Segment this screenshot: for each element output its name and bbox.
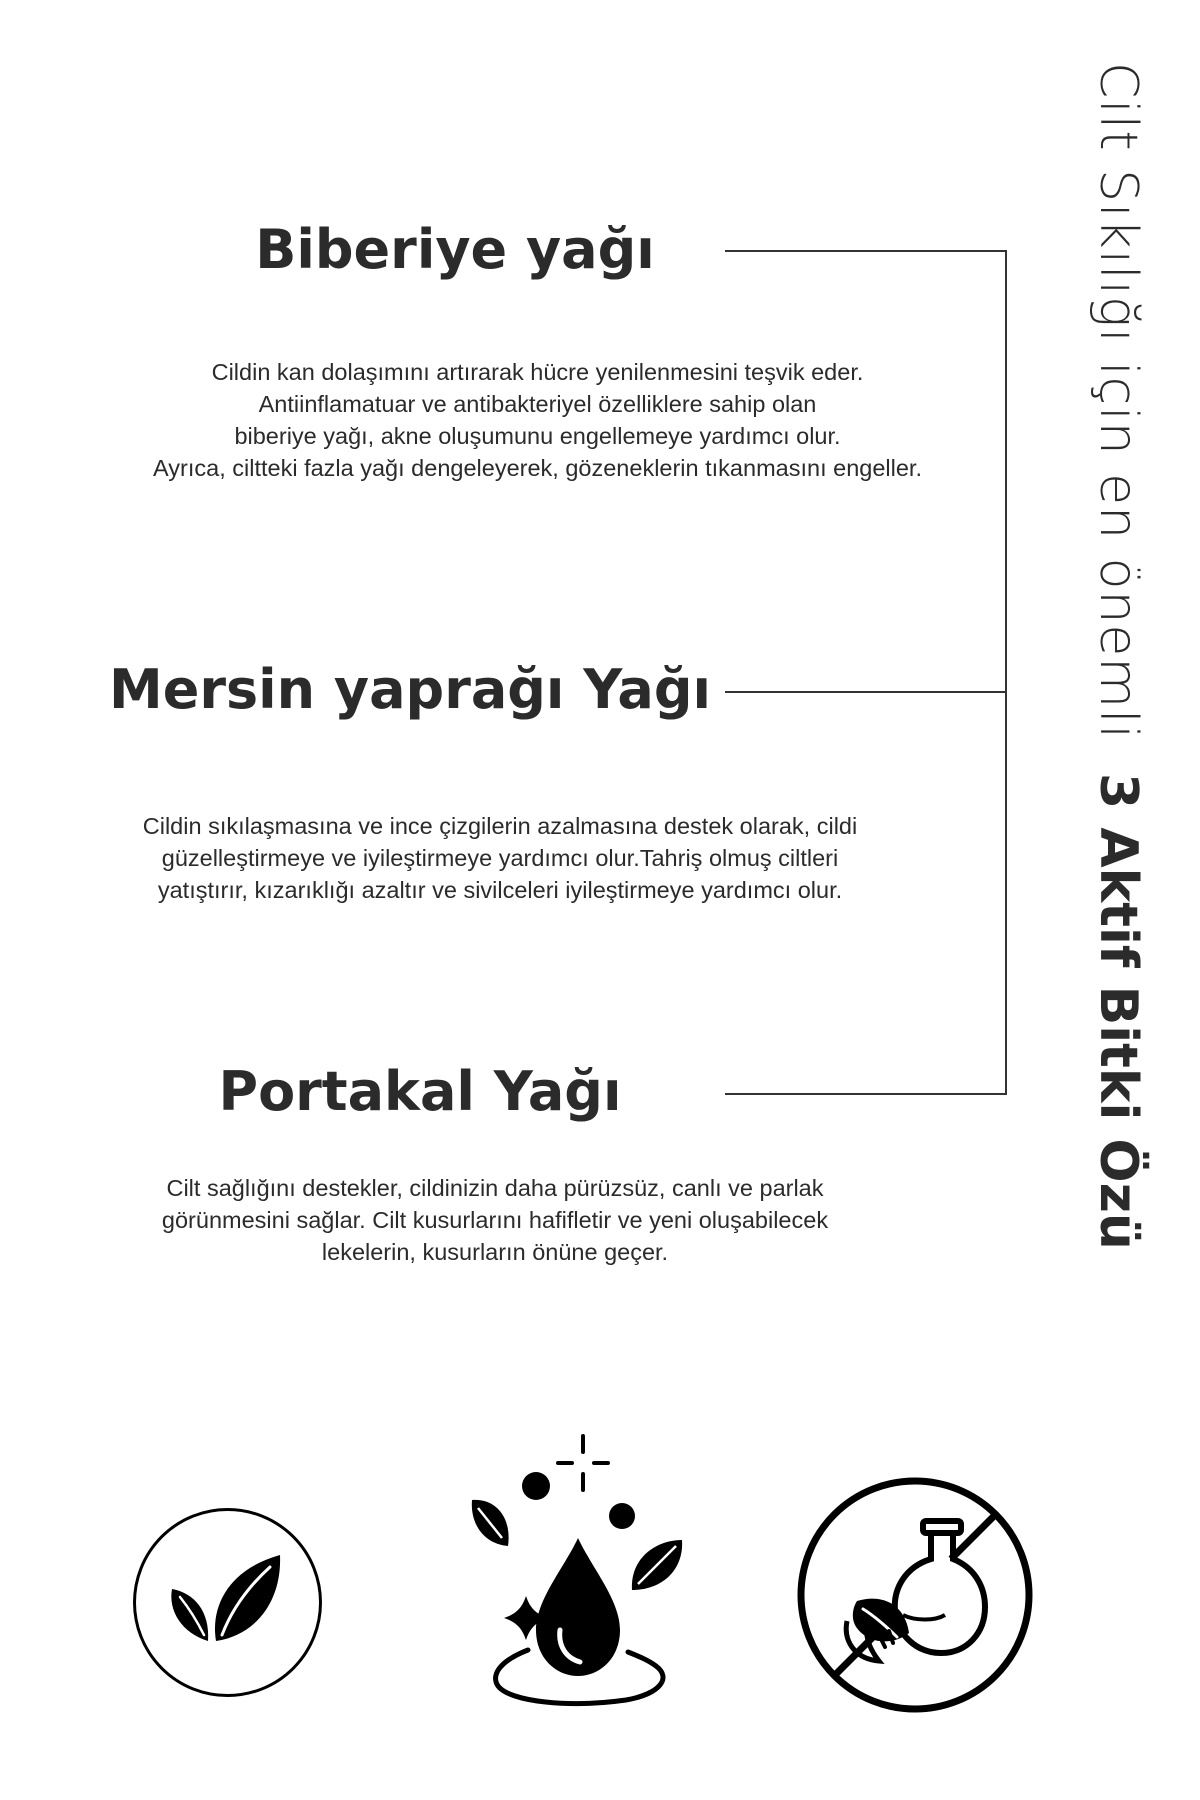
glowing-drop-icon bbox=[450, 1430, 700, 1710]
text-line: Cildin sıkılaşmasına ve ince çizgilerin azalmasına destek olarak, cildi bbox=[142, 813, 858, 839]
section-heading-biberiye: Biberiye yağı bbox=[255, 218, 655, 281]
text-line: yatıştırır, kızarıklığı azaltır ve sivilceleri iyileştirmeye yardımcı olur. bbox=[157, 877, 843, 903]
connector-line-portakal bbox=[725, 1093, 1006, 1095]
side-title bbox=[1088, 62, 1148, 1250]
text-line: görünmesini sağlar. Cilt kusurlarını hafifletir ve yeni oluşabilecek bbox=[161, 1207, 829, 1233]
section-text-mersin bbox=[80, 810, 920, 906]
text-line: Ayrıca, ciltteki fazla yağı dengeleyerek, gözeneklerin tıkanmasını engeller. bbox=[153, 455, 922, 481]
no-oil-bottle-icon bbox=[795, 1475, 1035, 1715]
connector-line-biberiye bbox=[725, 250, 1006, 252]
text-line: Cilt sağlığını destekler, cildinizin daha pürüzsüz, canlı ve parlak bbox=[166, 1175, 824, 1201]
text-line: Cildin kan dolaşımını artırarak hücre yenilenmesini teşvik eder. bbox=[211, 359, 864, 385]
side-title-bold: 3 Aktif Bitki Özü bbox=[1088, 773, 1148, 1250]
text-line: güzelleştirmeye ve iyileştirmeye yardımcı olur.Tahriş olmuş ciltleri bbox=[161, 845, 839, 871]
connector-vertical-line bbox=[1005, 250, 1007, 1095]
section-text-biberiye bbox=[85, 356, 990, 484]
section-text-portakal bbox=[80, 1172, 910, 1268]
section-heading-portakal: Portakal Yağı bbox=[218, 1060, 622, 1123]
text-line: Antiinflamatuar ve antibakteriyel özelliklere sahip olan bbox=[258, 391, 817, 417]
leaf-circle-icon bbox=[130, 1505, 325, 1700]
connector-line-mersin bbox=[725, 691, 1006, 693]
section-heading-mersin: Mersin yaprağı Yağı bbox=[109, 658, 711, 721]
text-line: lekelerin, kusurların önüne geçer. bbox=[321, 1239, 669, 1265]
side-title-light: Cilt Sıkılığı için en önemli bbox=[1088, 62, 1148, 740]
text-line: biberiye yağı, akne oluşumunu engellemeye yardımcı olur. bbox=[234, 423, 841, 449]
